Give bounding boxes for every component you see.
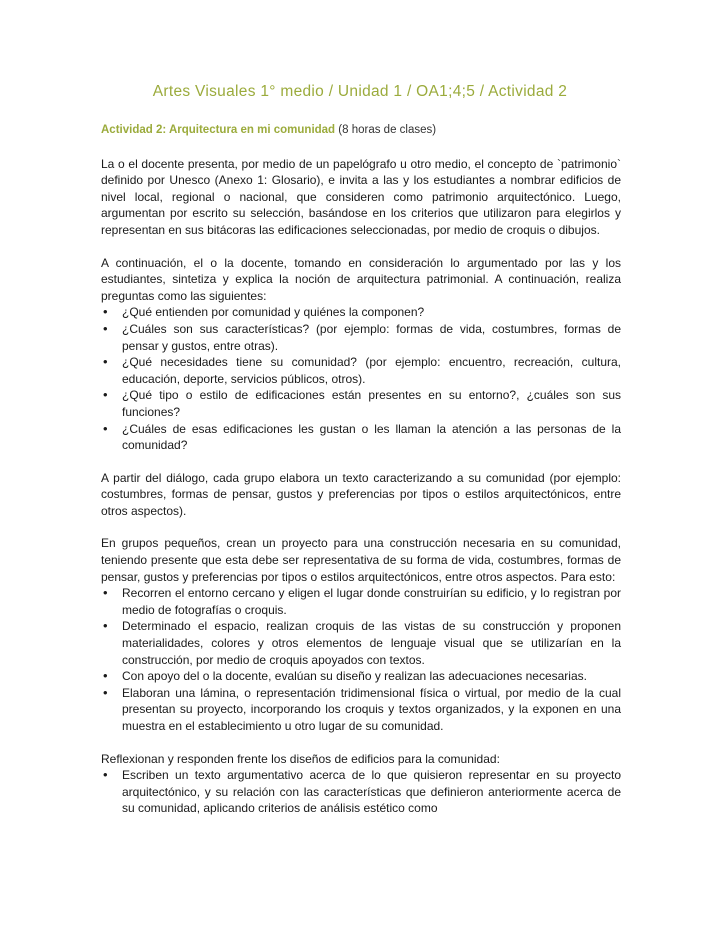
questions-list bbox=[101, 304, 621, 453]
reflection-list bbox=[101, 767, 621, 817]
activity-duration: (8 horas de clases) bbox=[338, 124, 437, 136]
paragraph-questions-intro: A continuación, el o la docente, tomando en consideración lo argumentado por las y los estudiantes, sintetiza y explica la noción de arquitectura patrimonial. A continuación, realiza preguntas como las siguientes: bbox=[101, 255, 621, 303]
list-item: • Elaboran una lámina, o representación tridimensional física o virtual, por medio de la cual presentan su proyecto, incorporando los croquis y textos organizados, y la exponen en una muestra en el establecimiento u otro lugar de su comunidad. bbox=[101, 685, 621, 735]
list-item: • Con apoyo del o la docente, evalúan su diseño y realizan las adecuaciones necesarias. bbox=[101, 668, 621, 685]
paragraph-project: En grupos pequeños, crean un proyecto para una construcción necesaria en su comunidad, teniendo presente que esta debe ser representativa de su forma de vida, costumbres, formas de pensar, gustos y preferencias por tipos o estilos arquitectónicos, entre otros aspectos. Para esto: bbox=[101, 536, 621, 584]
document-body bbox=[101, 122, 621, 833]
activity-title: Actividad 2: Arquitectura en mi comunidad bbox=[101, 124, 336, 136]
paragraph-reflection: Reflexionan y responden frente los diseños de edificios para la comunidad: bbox=[101, 751, 500, 766]
list-item: • ¿Qué necesidades tiene su comunidad? (por ejemplo: encuentro, recreación, cultura, educación, deporte, servicios públicos, otros). bbox=[101, 354, 621, 387]
paragraph-dialogue: A partir del diálogo, cada grupo elabora un texto caracterizando a su comunidad (por ejemplo: costumbres, formas de pensar, gustos y preferencias por tipos o estilos arquitectónicos, entre otros aspectos). bbox=[101, 470, 621, 518]
steps-list bbox=[101, 585, 621, 734]
list-item: • ¿Qué tipo o estilo de edificaciones están presentes en su entorno?, ¿cuáles son sus funciones? bbox=[101, 387, 621, 420]
list-item: • Escriben un texto argumentativo acerca de lo que quisieron representar en su proyecto arquitectónico, y su relación con las características que definieron anteriormente acerca de su comunidad, aplicando criterios de análisis estético como bbox=[101, 767, 621, 817]
page-header-title: Artes Visuales 1° medio / Unidad 1 / OA1;4;5 / Actividad 2 bbox=[152, 83, 568, 100]
activity-title-line bbox=[101, 122, 621, 139]
list-item: • Determinado el espacio, realizan croquis de las vistas de su construcción y proponen materialidades, colores y otros elementos de lenguaje visual que se utilizarían en la construcción, por medio de croquis apoyados con textos. bbox=[101, 618, 621, 668]
paragraph-intro: La o el docente presenta, por medio de un papelógrafo u otro medio, el concepto de `patrimonio` definido por Unesco (Anexo 1: Glosario), e invita a las y los estudiantes a nombrar edificios de nivel local, regional o nacional, que consideren como patrimonio arquitectónico. Luego, argumentan por escrito su selección, basándose en los criterios que utilizaron para elegirlos y representan en sus bitácoras las edificaciones seleccionadas, por medio de croquis o dibujos. bbox=[101, 156, 621, 237]
list-item: • ¿Cuáles de esas edificaciones les gustan o les llaman la atención a las personas de la comunidad? bbox=[101, 421, 621, 454]
list-item: • ¿Qué entienden por comunidad y quiénes la componen? bbox=[101, 304, 621, 321]
list-item: • ¿Cuáles son sus características? (por ejemplo: formas de vida, costumbres, formas de pensar y gustos, entre otras). bbox=[101, 321, 621, 354]
list-item: • Recorren el entorno cercano y eligen el lugar donde construirían su edificio, y lo registran por medio de fotografías o croquis. bbox=[101, 585, 621, 618]
